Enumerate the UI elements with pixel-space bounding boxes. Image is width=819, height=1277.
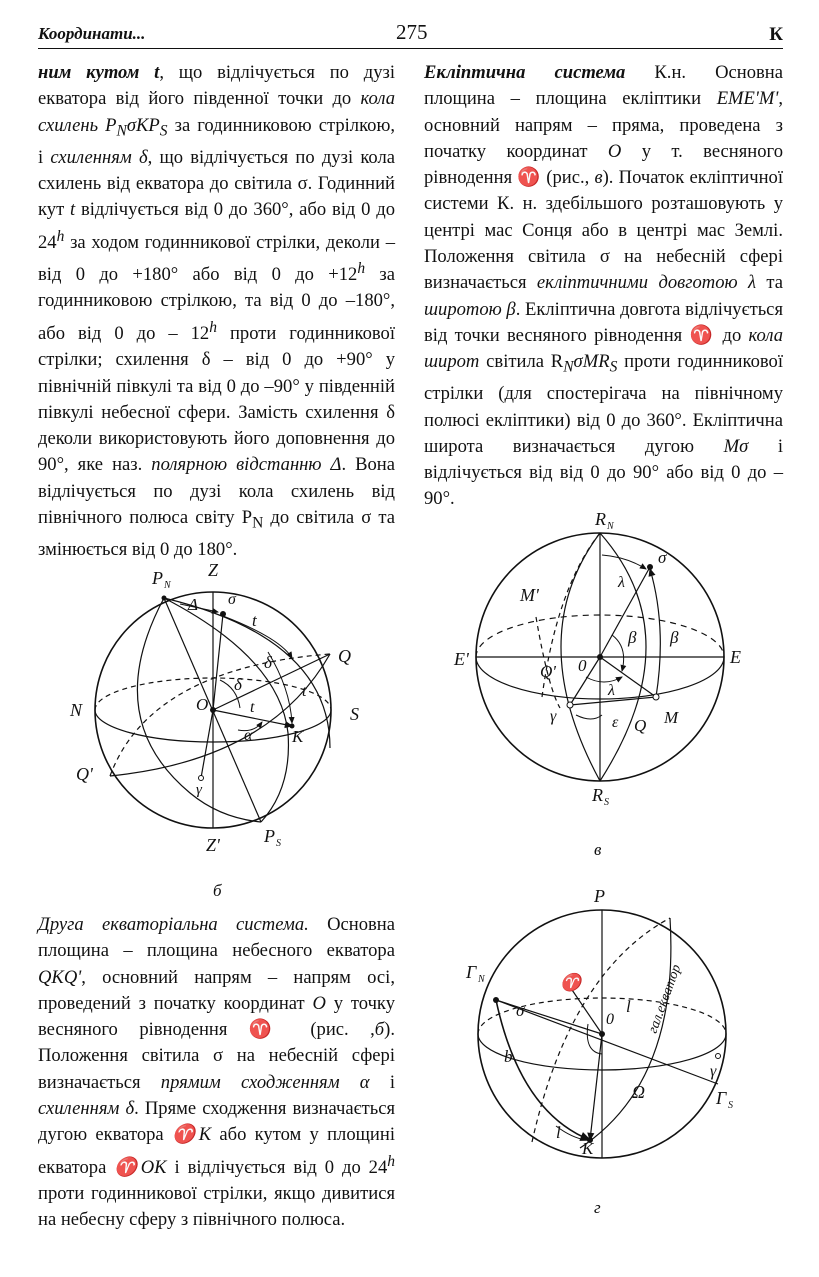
term-latitude-circle: кола широт — [424, 324, 783, 373]
label-beta-outer: β — [670, 628, 679, 647]
label-q-prime: Q' — [540, 662, 556, 681]
text-run: t — [69, 199, 76, 221]
header-rule — [38, 48, 783, 49]
text-run: в — [594, 167, 603, 189]
text-run: O — [607, 140, 622, 162]
label-ps-sub: S — [276, 838, 281, 849]
text-run: К.н. Основна площина – площина екліптики — [424, 62, 783, 110]
text-run: , основний напрям – напрям осі, проведений з початку координат — [38, 966, 395, 1014]
figure-b-equatorial-sphere — [40, 548, 400, 858]
label-t-right: t — [302, 683, 307, 700]
label-q: Q — [634, 716, 647, 735]
term-ecliptic-system: Екліптична система — [424, 62, 626, 83]
label-e-prime: E' — [454, 649, 469, 669]
term-ecliptic-longitude: екліптичними довготою λ — [536, 272, 757, 294]
text-run: , основний напрям – пряма, проведена з початку координат — [424, 88, 783, 162]
text-run: проти годинникової стрілки, якщо дивитися на небесну сферу з північного полюса. — [38, 1183, 395, 1231]
label-sigma: σ — [228, 591, 236, 608]
figure-g-galactic-sphere — [460, 882, 760, 1172]
text-run: проти годинникової стрілки (для спостерігача на північному полюсі екліптики) від 0 до 360°. Екліптична широта визначається дугою — [424, 351, 783, 457]
subscript: N — [563, 358, 574, 376]
text-run: і відлічується від 0 до 24 — [166, 1156, 388, 1178]
label-z: Z — [208, 560, 219, 580]
text-run: та — [756, 272, 784, 294]
text-run: у т. весняного рівнодення ♈ (рис., — [424, 140, 783, 189]
label-alpha: α — [244, 727, 253, 744]
subscript: N — [252, 514, 264, 532]
text-run: . Вона відлічується по дузі кола схилень від північного полюса світу P — [38, 454, 395, 529]
label-l-top: l — [626, 997, 631, 1016]
superscript: h — [387, 1152, 396, 1170]
text-run: ). Положення світила σ на небесній сфері визначається — [38, 1019, 395, 1093]
label-t-top: t — [252, 611, 257, 630]
figure-g-svg — [460, 882, 760, 1172]
label-rn: R — [595, 509, 606, 529]
label-p: P — [594, 886, 605, 906]
label-sigma: σ — [516, 1001, 525, 1020]
label-aries: ♈ — [560, 973, 582, 992]
right-column-text — [424, 60, 783, 513]
vernal-point-dot — [716, 1054, 721, 1059]
arc-b-latitude — [496, 1000, 590, 1140]
vernal-point-dot — [199, 776, 204, 781]
label-e: E — [730, 647, 741, 667]
term-ecliptic-latitude: широтою β — [424, 298, 516, 320]
text-run: за годинниковою стрілкою, та від 0 до –180°, або від 0 до – 12 — [38, 264, 396, 344]
arc-lambda-center — [586, 677, 622, 682]
text-run: ). Початок екліптичної системи К. н. здебільшого розташовують у центрі мас Сонця або в центрі мас Землі. Положення світила σ на небесній сфері визначається — [424, 167, 783, 294]
declination-circle — [164, 598, 288, 822]
left-column-text — [38, 60, 395, 563]
star-sigma-marker — [493, 997, 499, 1003]
text-run: і відлічується від від 0 до 90° або від 0 до –90°. — [424, 435, 783, 510]
figure-v-ecliptic-sphere — [452, 507, 752, 817]
label-k: K — [582, 1139, 594, 1158]
label-galactic-equator: гал.екватор — [645, 962, 685, 1036]
label-pn-sub: N — [164, 580, 171, 591]
label-sigma: σ — [658, 548, 667, 567]
term-declination: схиленням δ — [38, 1098, 135, 1120]
page-number: 275 — [396, 20, 428, 44]
label-rs: R — [592, 785, 603, 805]
superscript: h — [56, 227, 65, 245]
line-o-gamma — [201, 710, 213, 778]
label-omega: Ω — [632, 1082, 646, 1102]
label-delta-center: δ — [234, 675, 242, 694]
equator-back — [110, 654, 330, 776]
term-second-equatorial-system: Друга екваторіальна система. — [38, 914, 309, 935]
center-o-dot — [599, 1031, 605, 1037]
label-rn-sub: N — [607, 521, 614, 532]
superscript: h — [209, 318, 217, 336]
star-sigma-marker — [647, 564, 653, 570]
text-run: проти годинникової стрілки; схилення δ – від 0 до +90° у північній півкулі та від 0 до –90° у південній півкулі небесної сфери. Замість схилення δ деколи використовують його доповнення до 90°, яке наз. — [38, 322, 395, 476]
text-run: б — [374, 1019, 385, 1041]
label-gn: Г — [466, 962, 477, 982]
label-gs: Г — [716, 1088, 727, 1108]
text-run: . Пряме сходження визначається дугою екватора — [38, 1098, 395, 1146]
line-gn-o — [496, 1000, 602, 1034]
label-gamma: γ — [710, 1063, 717, 1080]
arc-beta-outer — [650, 569, 660, 697]
term-hour-angle: ним кутом t — [38, 62, 160, 83]
label-delta-right: δ — [264, 653, 272, 672]
label-b: b — [504, 1047, 513, 1066]
figure-b-caption: б — [213, 881, 222, 900]
paragraph-second-equatorial — [38, 912, 395, 1234]
star-sigma-marker — [220, 611, 226, 617]
label-z-prime: Z' — [206, 835, 220, 855]
text-run: за ходом годинникової стрілки, деколи – від 0 до +180° або від 0 до +12 — [38, 231, 395, 286]
text-run: EME'M' — [716, 88, 779, 110]
label-l-bottom: l — [556, 1123, 561, 1142]
label-lambda-top: λ — [618, 574, 625, 591]
text-run: у точку весняного рівнодення ♈ (рис. , — [38, 992, 395, 1041]
text-run: ♈OK — [114, 1156, 167, 1178]
text-run: кола схилень P — [38, 88, 395, 136]
subscript: N — [116, 122, 127, 140]
text-run: відлічується від 0 до 360°, або від 0 до 24 — [38, 199, 395, 253]
text-run: за годинниковою стрілкою, і — [38, 114, 396, 168]
label-m: M — [664, 708, 679, 727]
figure-v-svg — [452, 507, 752, 817]
text-run: і — [369, 1071, 395, 1093]
term-right-ascension: прямим сходженням α — [160, 1071, 370, 1093]
text-run: , що відлічується по дузі екватора від його південної точки до — [38, 62, 396, 110]
text-run: світила R — [479, 351, 564, 373]
paragraph-equatorial-first — [38, 60, 395, 563]
center-o-dot — [597, 654, 603, 660]
text-run: σKP — [126, 114, 160, 136]
equator-front — [110, 654, 330, 776]
center-o-dot — [210, 707, 216, 713]
text-run: ♈K — [171, 1124, 212, 1146]
label-o: O — [196, 695, 209, 714]
line-o-k — [590, 1034, 602, 1140]
text-run: до світила σ та змінюється від 0 до 180°. — [38, 507, 395, 561]
term-declination: схиленням δ — [50, 146, 148, 168]
text-run: σMR — [573, 351, 610, 373]
subscript: S — [159, 122, 168, 140]
label-gn-sub: N — [478, 974, 485, 985]
label-q: Q — [338, 646, 351, 666]
meridian-right — [164, 598, 330, 748]
pole-north-dot — [162, 596, 167, 601]
arc-epsilon — [576, 715, 602, 719]
text-run: QKQ' — [38, 966, 82, 988]
label-epsilon: ε — [612, 714, 619, 731]
vernal-point-dot — [567, 702, 573, 708]
figure-g-caption: г — [594, 1198, 601, 1217]
lower-left-column-text — [38, 912, 395, 1234]
text-run: Mσ — [723, 435, 749, 457]
text-run: або кутом у площині екватора — [38, 1124, 395, 1178]
label-k: K — [292, 727, 304, 746]
figure-b-svg — [40, 548, 400, 858]
label-gs-sub: S — [728, 1100, 733, 1111]
arc-delta-outer — [223, 616, 292, 658]
label-o: 0 — [578, 656, 587, 675]
section-letter: К — [769, 24, 783, 45]
figure-v-caption: в — [594, 840, 602, 859]
text-run: , що відлічується по дузі кола схилень від екватора до світила σ. Годинний кут — [38, 146, 395, 221]
subscript: S — [609, 358, 618, 376]
label-s: S — [350, 704, 359, 724]
text-run: Основна площина – площина небесного екватора — [38, 914, 395, 962]
label-delta-polar: Δ — [188, 595, 198, 614]
label-gamma: γ — [196, 782, 202, 798]
running-title: Координати... — [38, 24, 146, 43]
label-q-prime: Q' — [76, 764, 93, 784]
label-o: 0 — [606, 1011, 614, 1028]
label-pn: P — [152, 568, 163, 588]
text-run: . Екліптична довгота відлічується від точки весняного рівнодення ♈ до — [424, 298, 783, 346]
label-rs-sub: S — [604, 797, 609, 808]
arc-delta-polar — [180, 604, 218, 612]
label-gamma: γ — [550, 708, 557, 725]
label-t-center: t — [250, 699, 255, 716]
point-m-dot — [653, 694, 659, 700]
label-m-prime: M' — [520, 585, 539, 605]
text-run: O — [312, 992, 326, 1014]
label-beta-center: β — [628, 628, 637, 647]
paragraph-ecliptic-system — [424, 60, 783, 513]
arc-beta-inner — [612, 635, 624, 671]
term-polar-distance: полярною відстанню Δ — [151, 454, 342, 476]
label-lambda-center: λ — [608, 682, 615, 699]
label-n: N — [70, 700, 83, 720]
superscript: h — [357, 259, 366, 277]
page-header — [38, 18, 783, 46]
label-ps: P — [264, 826, 275, 846]
